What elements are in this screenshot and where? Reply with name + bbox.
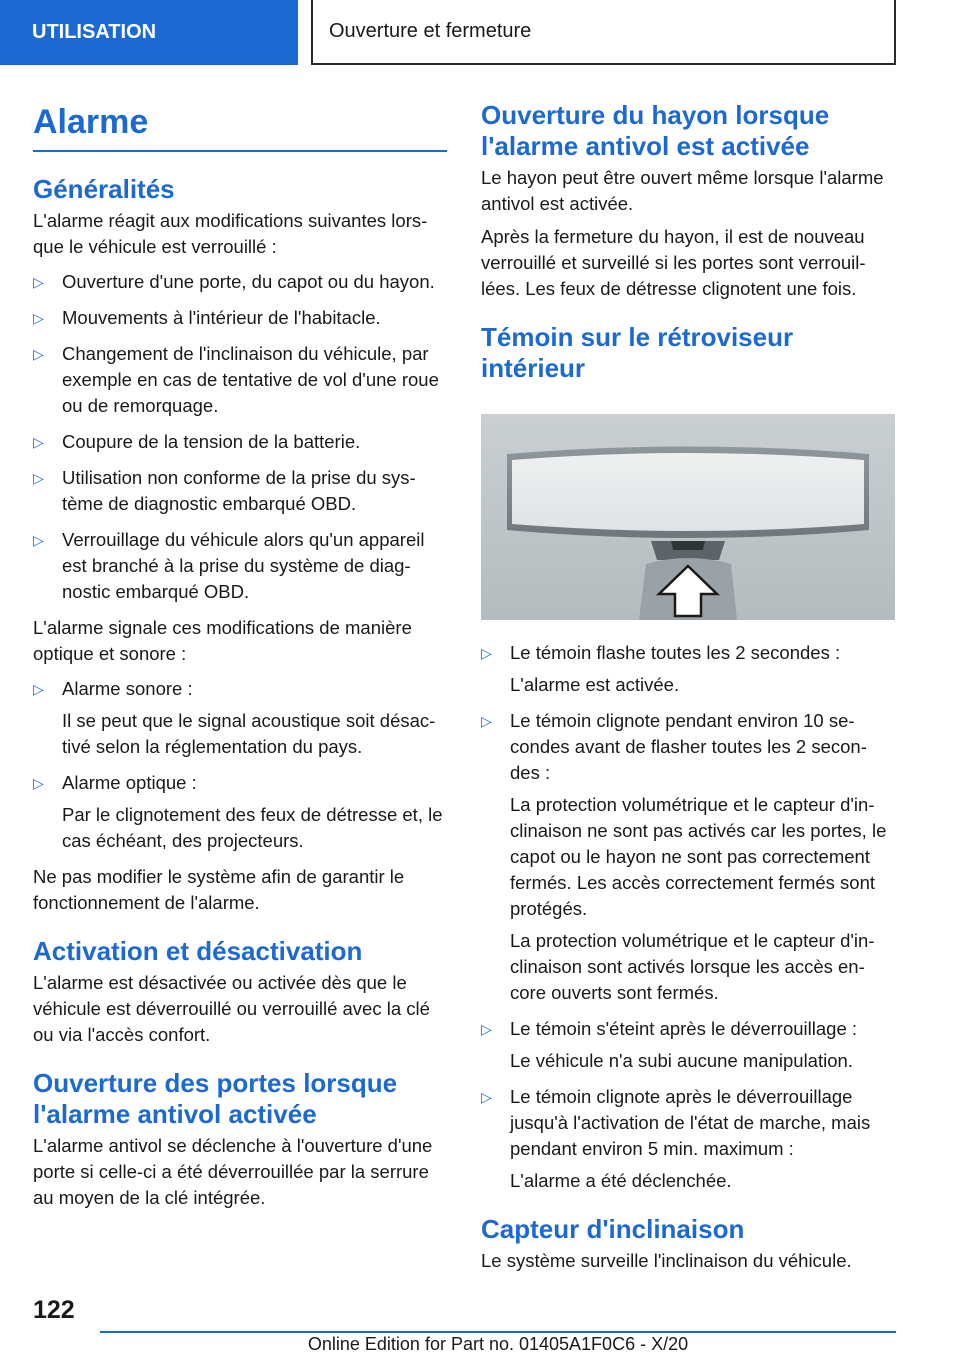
bullet-icon: ▷ <box>33 681 44 697</box>
list-item: ▷ Coupure de la tension de la batterie. <box>33 429 447 455</box>
doors-opening-text: L'alarme antivol se déclenche à l'ouverture d'une porte si celle-ci a été déverrouillée par la serrure au moyen de la clé intégrée. <box>33 1135 433 1208</box>
list-item: ▷ Changement de l'inclinaison du véhicule, par exemple en cas de tentative de vol d'une roue ou de remorquage. <box>33 343 439 416</box>
tilt-sensor-text: Le système surveille l'inclinaison du véhicule. <box>481 1250 852 1271</box>
list-item: ▷ Le témoin s'éteint après le déverrouillage : Le véhicule n'a subi aucune manipulation. <box>481 1018 858 1071</box>
list-item: ▷ Alarme sonore : Il se peut que le signal acoustique soit désac-tivé selon la réglementation du pays. <box>33 678 436 757</box>
indicator-list <box>481 640 895 1194</box>
bullet-icon: ▷ <box>481 713 492 729</box>
list-item: ▷ Ouverture d'une porte, du capot ou du hayon. <box>33 269 447 295</box>
bullet-icon: ▷ <box>33 470 44 486</box>
list-item: ▷ Le témoin clignote pendant environ 10 se-condes avant de flasher toutes les 2 secon-des : La protection volumétrique et le capteur d'in-clinaison ne sont pas activés car les portes, le capot ou le hayon ne sont pas correctement fermés. Les accès correctement fermés sont protégés. La protection volumétrique et le capteur d'in-clinaison sont activés lorsque les accès en-core ouverts sont fermés. <box>481 710 887 1003</box>
chapter-title: Ouverture et fermeture <box>311 0 896 65</box>
list-item: ▷ Le témoin clignote après le déverrouillage jusqu'à l'activation de l'état de marche, mais pendant environ 5 min. maximum : L'alarme a été déclenchée. <box>481 1086 871 1191</box>
signal-list <box>33 676 447 854</box>
bullet-icon: ▷ <box>33 532 44 548</box>
section-tab: UTILISATION <box>0 0 298 65</box>
footer-edition: Online Edition for Part no. 01405A1F0C6 - X/20 <box>307 1334 689 1354</box>
heading-doors-opening: Ouverture des portes lorsque l'alarme antivol activée <box>33 1068 398 1129</box>
list-item: ▷ Le témoin flashe toutes les 2 secondes : L'alarme est activée. <box>481 642 841 695</box>
list-item: ▷ Mouvements à l'intérieur de l'habitacle. <box>33 305 447 331</box>
right-column <box>481 100 895 1274</box>
heading-generalites: Généralités <box>33 174 175 204</box>
heading-mirror-indicator: Témoin sur le rétroviseur intérieur <box>481 322 794 383</box>
page-title: Alarme <box>33 100 447 152</box>
footer-divider <box>100 1331 896 1333</box>
list-item: ▷ Alarme optique : Par le clignotement des feux de détresse et, le cas échéant, des projecteurs. <box>33 772 443 851</box>
rearview-mirror-illustration <box>481 414 895 620</box>
note-text: Ne pas modifier le système afin de garantir le fonctionnement de l'alarme. <box>33 866 405 913</box>
bullet-icon: ▷ <box>33 310 44 326</box>
bullet-icon: ▷ <box>33 775 44 791</box>
signal-text: L'alarme signale ces modifications de manière optique et sonore : <box>33 617 412 664</box>
alarm-trigger-list <box>33 269 447 605</box>
page-number: 122 <box>33 1296 75 1324</box>
list-item: ▷ Utilisation non conforme de la prise du sys-tème de diagnostic embarqué OBD. <box>33 467 416 514</box>
bullet-icon: ▷ <box>481 1021 492 1037</box>
bullet-icon: ▷ <box>33 274 44 290</box>
tailgate-text-2: Après la fermeture du hayon, il est de nouveau verrouillé et surveillé si les portes sont verrouil-lées. Les feux de détresse clignotent une fois. <box>481 226 866 299</box>
heading-tailgate: Ouverture du hayon lorsque l'alarme antivol est activée <box>481 100 830 161</box>
bullet-icon: ▷ <box>33 346 44 362</box>
left-column <box>33 100 447 1211</box>
heading-activation: Activation et désactivation <box>33 936 363 966</box>
activation-text: L'alarme est désactivée ou activée dès que le véhicule est déverrouillé ou verrouillé avec la clé ou via l'accès confort. <box>33 972 430 1045</box>
bullet-icon: ▷ <box>33 434 44 450</box>
tailgate-text-1: Le hayon peut être ouvert même lorsque l'alarme antivol est activée. <box>481 167 884 214</box>
list-item: ▷ Verrouillage du véhicule alors qu'un appareil est branché à la prise du système de diag-nostic embarqué OBD. <box>33 529 425 602</box>
bullet-icon: ▷ <box>481 645 492 661</box>
heading-tilt-sensor: Capteur d'inclinaison <box>481 1214 745 1244</box>
generalites-intro: L'alarme réagit aux modifications suivantes lors-que le véhicule est verrouillé : <box>33 210 428 257</box>
bullet-icon: ▷ <box>481 1089 492 1105</box>
